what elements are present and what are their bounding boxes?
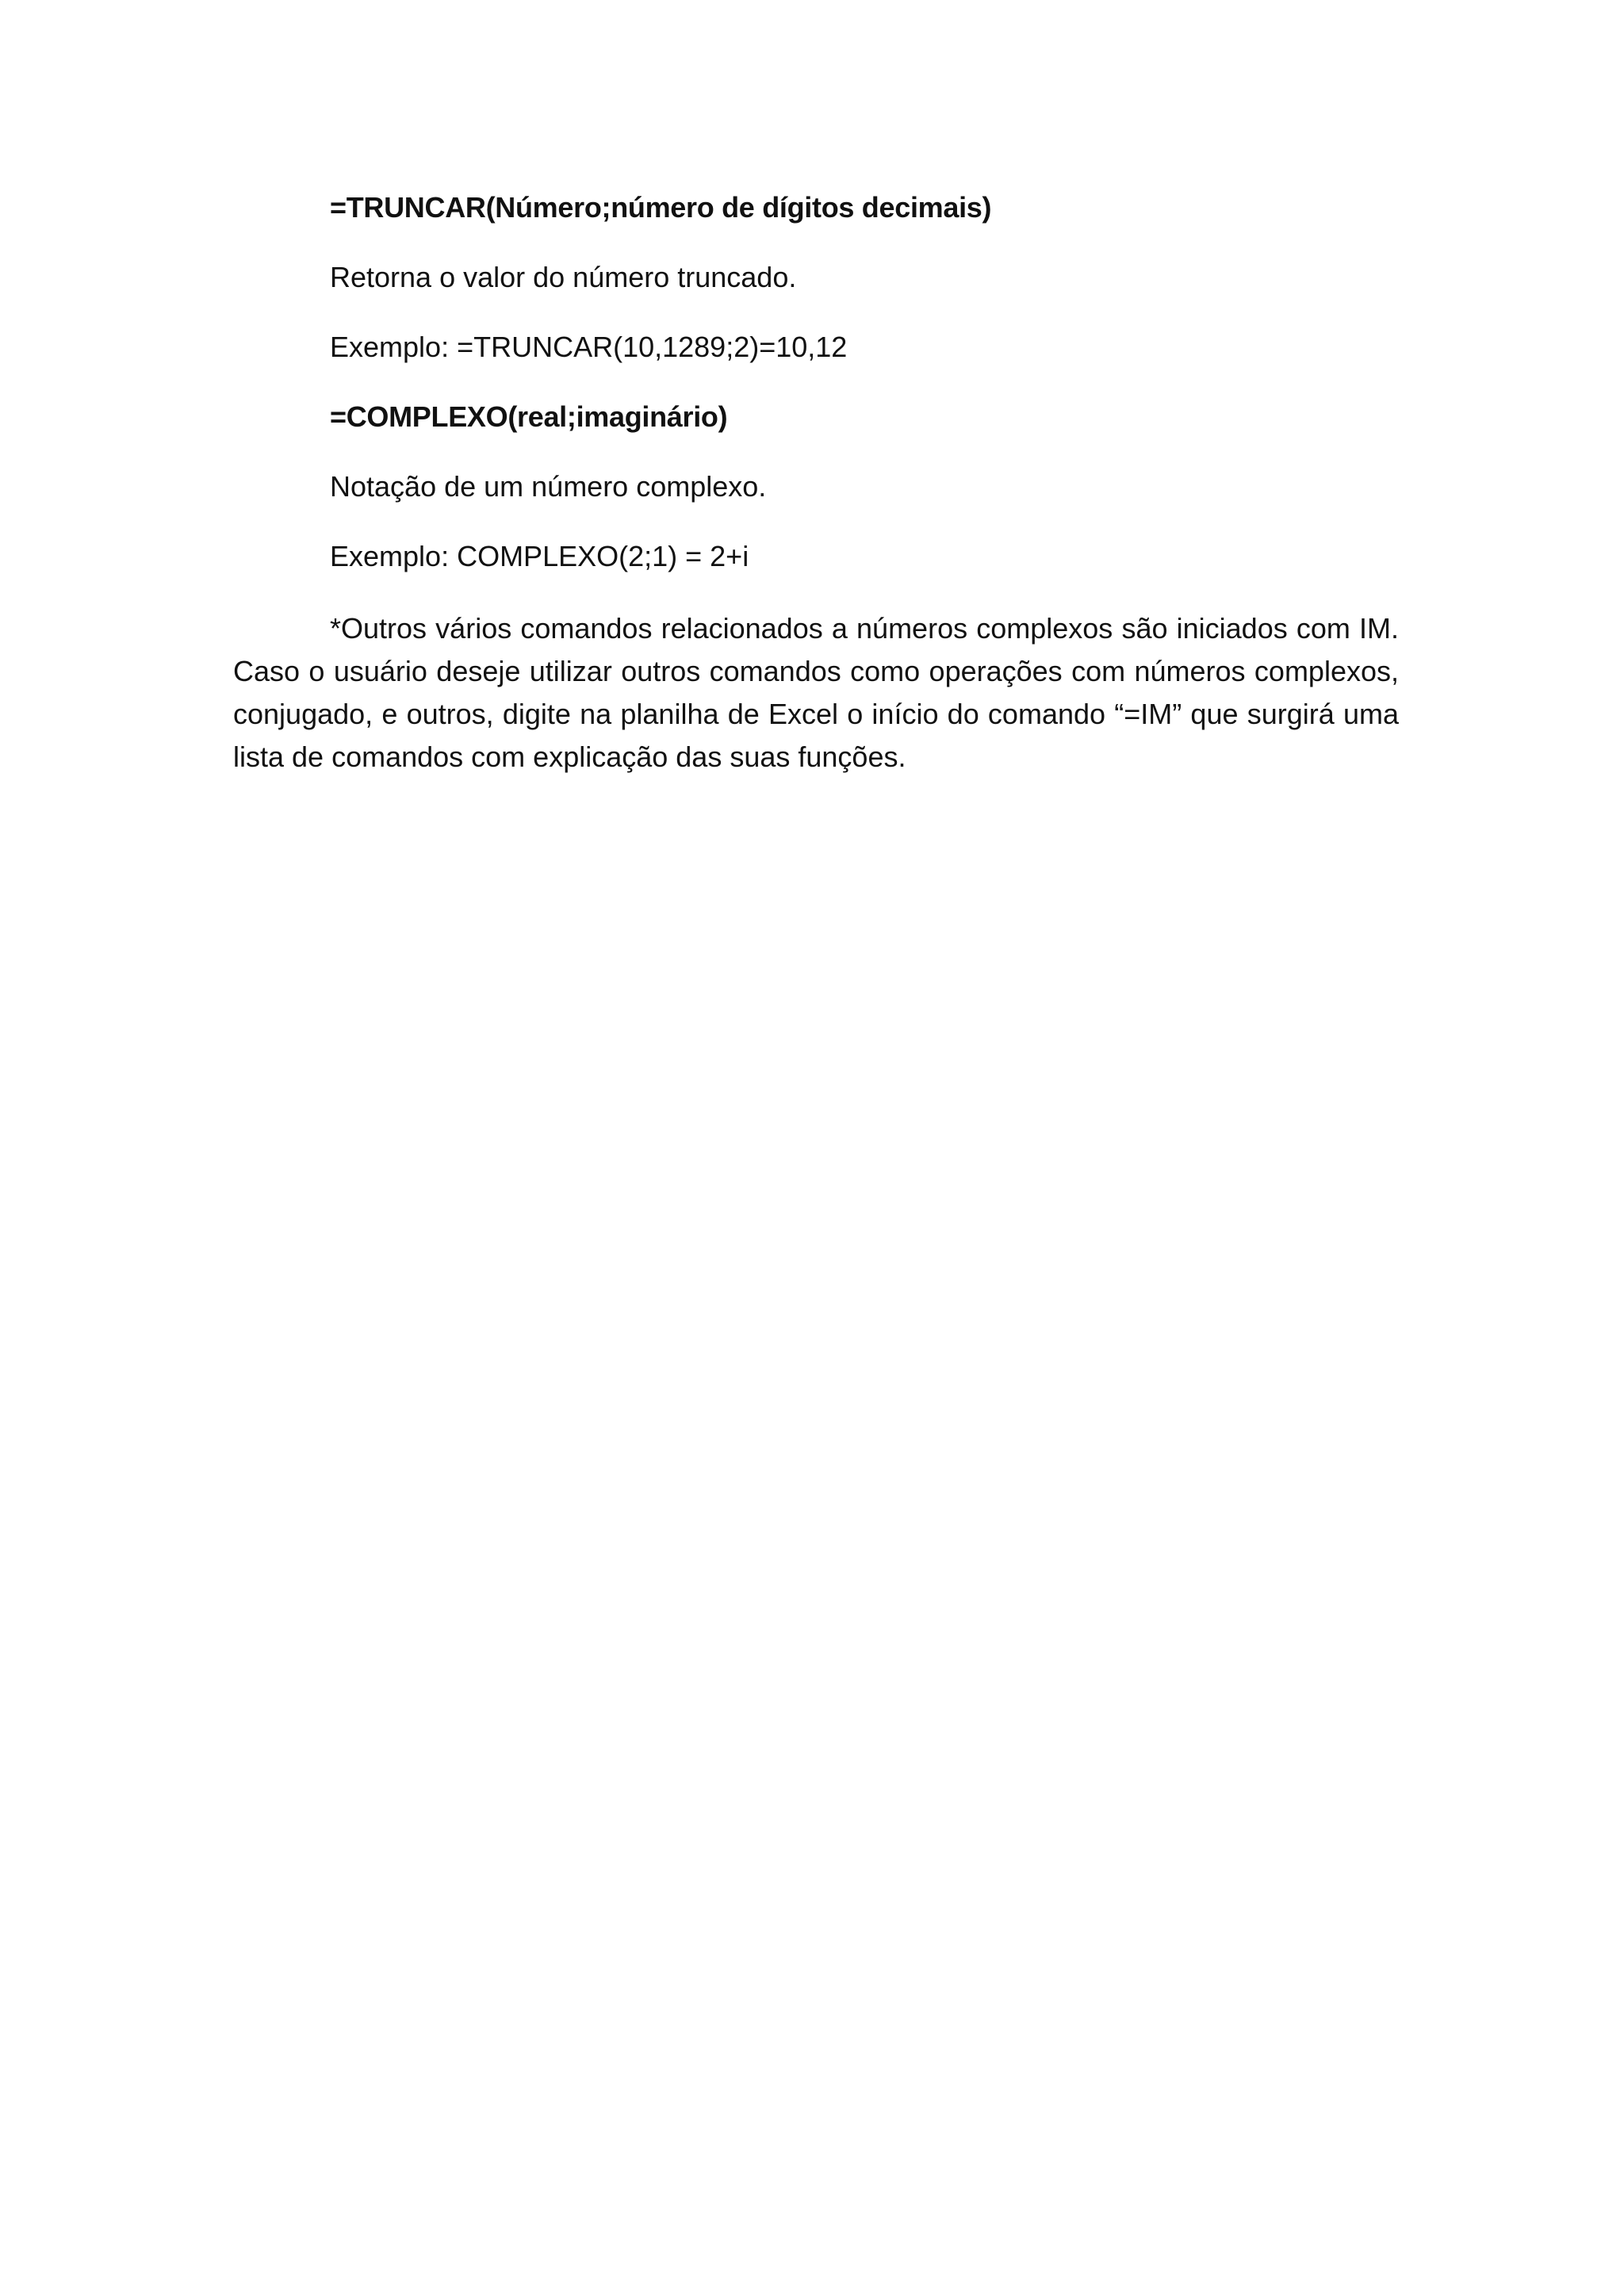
- complexo-example: Exemplo: COMPLEXO(2;1) = 2+i: [330, 540, 749, 572]
- complexo-description: Notação de um número complexo.: [330, 470, 767, 503]
- im-commands-note: *Outros vários comandos relacionados a números complexos são iniciados com IM. Caso o usuário deseje utilizar outros comandos como operações com números complexos, conjugado, e outros, digite na planilha de Excel o início do comando “=IM” que surgirá uma lista de comandos com explicação das suas funções.: [233, 612, 1399, 773]
- page-content: [233, 189, 1399, 779]
- truncar-description: Retorna o valor do número truncado.: [330, 261, 797, 293]
- truncar-example: Exemplo: =TRUNCAR(10,1289;2)=10,12: [330, 331, 848, 363]
- truncar-heading: =TRUNCAR(Número;número de dígitos decimais): [330, 191, 992, 224]
- complexo-heading: =COMPLEXO(real;imaginário): [330, 400, 728, 433]
